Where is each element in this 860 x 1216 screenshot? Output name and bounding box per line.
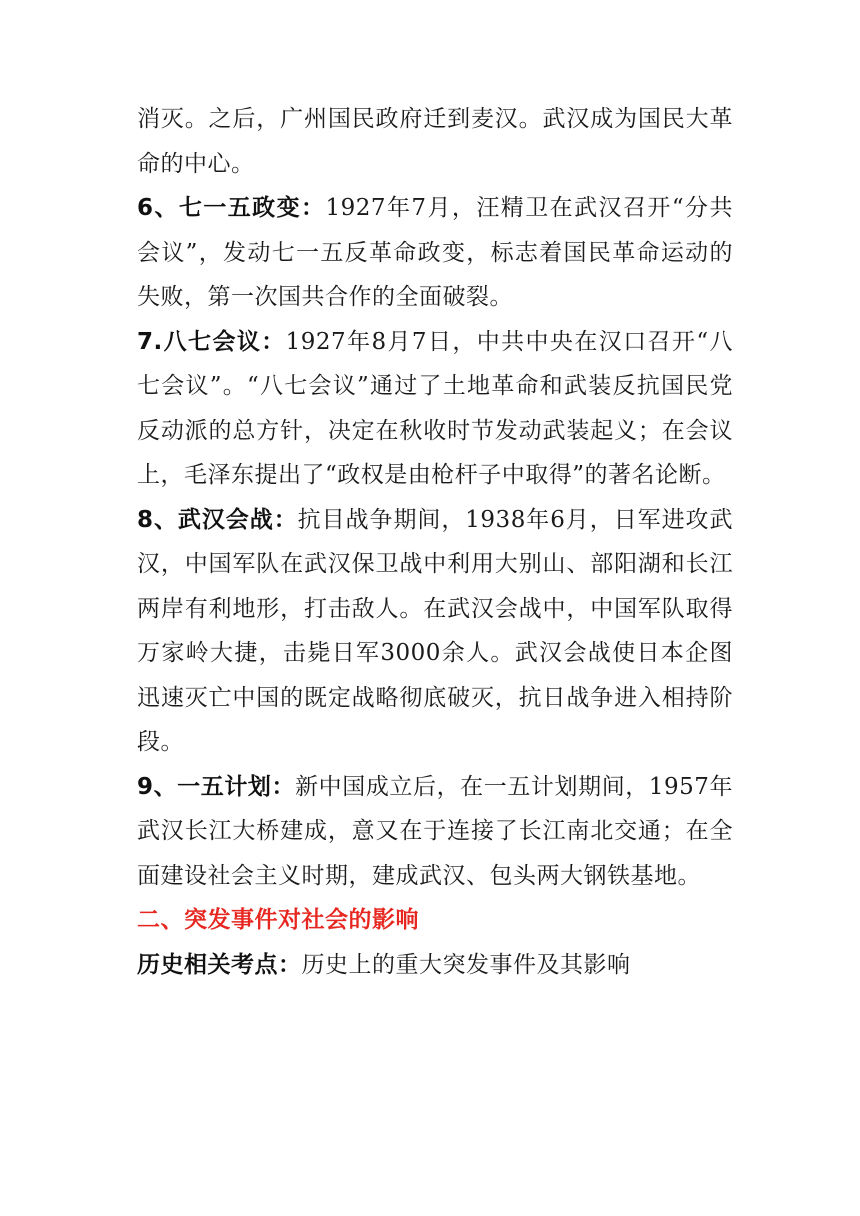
item-8-paragraph	[137, 498, 733, 765]
item-8-text: 抗目战争期间，1938年6月，日军进攻武汉，中国军队在武汉保卫战中利用大别山、部阳湖和长江两岸有利地形，打击敌人。在武汉会战中，中国军队取得万家岭大捷，击毙日军3000余人。武汉会战使日本企图迅速灭亡中国的既定战略彻底破灭，抗日战争进入相持阶段。	[137, 506, 733, 755]
item-8-heading: 8、武汉会战：	[137, 506, 298, 533]
document-body	[137, 97, 733, 987]
item-7-heading: 7.八七会议：	[137, 328, 286, 355]
item-6-heading: 6、七一五政变：	[137, 195, 326, 221]
item-6-paragraph	[137, 186, 733, 320]
continuation-text: 消灭。之后，广州国民政府迁到麦汉。武汉成为国民大革命的中心。	[137, 106, 733, 177]
key-point-text: 历史上的重大突发事件及其影响	[301, 951, 631, 978]
item-7-text: 1927年8月7日，中共中央在汉口召开“八七会议”。“八七会议”通过了土地革命和武装反抗国民党反动派的总方针，决定在秋收时节发动武装起义；在会议上，毛泽东提出了“政权是由枪杆子中取得”的著名论断。	[137, 328, 733, 488]
section-heading: 二、突发事件对社会的影响	[137, 907, 419, 933]
item-9-paragraph	[137, 765, 733, 899]
continuation-paragraph	[137, 97, 733, 186]
item-6-text: 1927年7月，汪精卫在武汉召开“分共会议”，发动七一五反革命政变，标志着国民革命运动的失败，第一次国共合作的全面破裂。	[137, 195, 733, 310]
item-7-paragraph	[137, 320, 733, 498]
key-point-paragraph	[137, 943, 733, 988]
item-9-text: 新中国成立后，在一五计划期间，1957年武汉长江大桥建成，意又在于连接了长江南北交通；在全面建设社会主义时期，建成武汉、包头两大钢铁基地。	[137, 773, 733, 889]
key-point-label: 历史相关考点：	[137, 951, 302, 978]
item-9-heading: 9、一五计划：	[137, 773, 296, 800]
